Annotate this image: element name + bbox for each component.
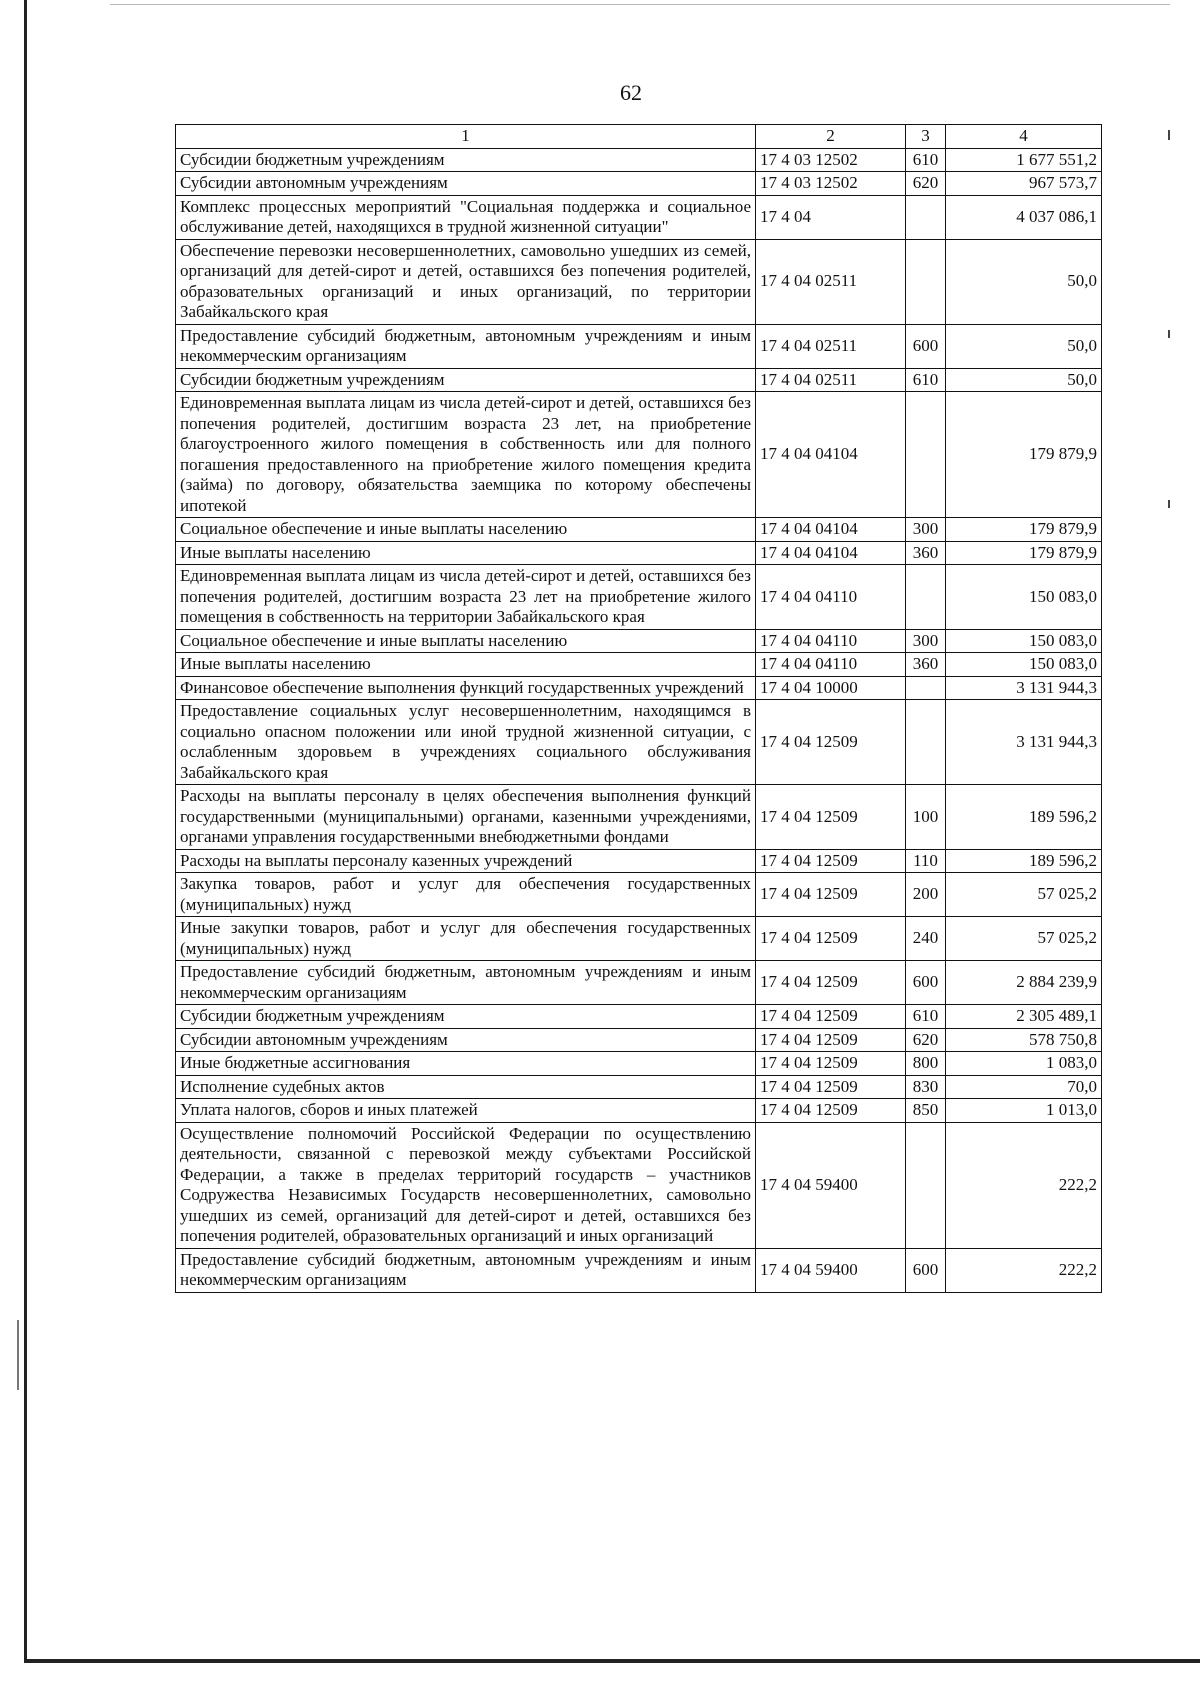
row-name: Субсидии бюджетным учреждениям xyxy=(176,368,756,392)
row-amount: 578 750,8 xyxy=(946,1028,1102,1052)
row-code: 17 4 04 12509 xyxy=(756,1075,906,1099)
row-name: Субсидии бюджетным учреждениям xyxy=(176,148,756,172)
table-row xyxy=(176,1052,1102,1076)
header-col-1: 1 xyxy=(176,125,756,149)
row-amount: 150 083,0 xyxy=(946,629,1102,653)
row-name: Закупка товаров, работ и услуг для обеспечения государственных (муниципальных) нужд xyxy=(176,873,756,917)
row-code: 17 4 04 12509 xyxy=(756,1052,906,1076)
table-row xyxy=(176,1248,1102,1292)
row-code: 17 4 04 12509 xyxy=(756,917,906,961)
row-code: 17 4 04 59400 xyxy=(756,1248,906,1292)
row-name: Предоставление субсидий бюджетным, автономным учреждениям и иным некоммерческим организациям xyxy=(176,1248,756,1292)
row-expense-type: 620 xyxy=(906,172,946,196)
row-amount: 189 596,2 xyxy=(946,849,1102,873)
row-name: Единовременная выплата лицам из числа детей-сирот и детей, оставшихся без попечения родителей, достигшим возраста 23 лет на приобретение жилого помещения в собственность на территории Забайкальского края xyxy=(176,565,756,630)
table-row xyxy=(176,676,1102,700)
table-row xyxy=(176,392,1102,518)
row-expense-type: 110 xyxy=(906,849,946,873)
row-name: Субсидии автономным учреждениям xyxy=(176,1028,756,1052)
table-row xyxy=(176,541,1102,565)
row-code: 17 4 04 04110 xyxy=(756,653,906,677)
scan-speck xyxy=(1168,330,1170,338)
row-amount: 150 083,0 xyxy=(946,653,1102,677)
row-amount: 50,0 xyxy=(946,324,1102,368)
row-name: Расходы на выплаты персоналу казенных учреждений xyxy=(176,849,756,873)
row-expense-type xyxy=(906,676,946,700)
row-amount: 4 037 086,1 xyxy=(946,195,1102,239)
row-code: 17 4 04 10000 xyxy=(756,676,906,700)
table-row xyxy=(176,324,1102,368)
row-name: Предоставление социальных услуг несовершеннолетним, находящимся в социально опасном положении или иной трудной жизненной ситуации, с ослабленным здоровьем в учреждениях социального обслуживания Забайкальского края xyxy=(176,700,756,785)
row-amount: 50,0 xyxy=(946,239,1102,324)
row-code: 17 4 04 12509 xyxy=(756,873,906,917)
table-row xyxy=(176,917,1102,961)
table-row xyxy=(176,653,1102,677)
row-expense-type: 240 xyxy=(906,917,946,961)
row-expense-type: 800 xyxy=(906,1052,946,1076)
row-code: 17 4 04 12509 xyxy=(756,849,906,873)
table-row xyxy=(176,1028,1102,1052)
table-row xyxy=(176,1075,1102,1099)
row-name: Осуществление полномочий Российской Федерации по осуществлению деятельности, связанной с перевозкой между субъектами Российской Федерации, а также в пределах территорий государств – участников Содружества Независимых Государств несовершеннолетних, самовольно ушедших из семей, организаций для детей-сирот и детей, оставшихся без попечения родителей, образовательных организаций и иных организаций xyxy=(176,1122,756,1248)
row-code: 17 4 04 02511 xyxy=(756,239,906,324)
row-expense-type: 300 xyxy=(906,518,946,542)
row-name: Обеспечение перевозки несовершеннолетних, самовольно ушедших из семей, организаций для детей-сирот и детей, оставшихся без попечения родителей, образовательных организаций и иных организаций, по территории Забайкальского края xyxy=(176,239,756,324)
row-amount: 3 131 944,3 xyxy=(946,700,1102,785)
row-code: 17 4 04 02511 xyxy=(756,368,906,392)
scan-speck xyxy=(1168,130,1170,140)
row-amount: 2 305 489,1 xyxy=(946,1005,1102,1029)
row-name: Уплата налогов, сборов и иных платежей xyxy=(176,1099,756,1123)
table-row xyxy=(176,368,1102,392)
header-row xyxy=(176,125,1102,149)
row-amount: 1 677 551,2 xyxy=(946,148,1102,172)
row-expense-type: 830 xyxy=(906,1075,946,1099)
row-amount: 179 879,9 xyxy=(946,518,1102,542)
row-code: 17 4 04 12509 xyxy=(756,1099,906,1123)
table-row xyxy=(176,629,1102,653)
row-amount: 70,0 xyxy=(946,1075,1102,1099)
row-amount: 150 083,0 xyxy=(946,565,1102,630)
table-row xyxy=(176,565,1102,630)
table-row xyxy=(176,239,1102,324)
row-amount: 1 013,0 xyxy=(946,1099,1102,1123)
row-amount: 222,2 xyxy=(946,1122,1102,1248)
header-col-4: 4 xyxy=(946,125,1102,149)
row-expense-type xyxy=(906,565,946,630)
header-col-3: 3 xyxy=(906,125,946,149)
row-name: Предоставление субсидий бюджетным, автономным учреждениям и иным некоммерческим организациям xyxy=(176,961,756,1005)
scan-speck xyxy=(1168,500,1170,508)
table-row xyxy=(176,172,1102,196)
row-amount: 57 025,2 xyxy=(946,873,1102,917)
row-expense-type xyxy=(906,239,946,324)
row-expense-type: 300 xyxy=(906,629,946,653)
table-row xyxy=(176,785,1102,850)
row-code: 17 4 04 04110 xyxy=(756,629,906,653)
row-amount: 222,2 xyxy=(946,1248,1102,1292)
scan-speck xyxy=(17,1320,19,1390)
row-expense-type: 600 xyxy=(906,324,946,368)
row-expense-type xyxy=(906,392,946,518)
row-expense-type: 610 xyxy=(906,148,946,172)
table-body xyxy=(176,148,1102,1292)
row-name: Иные выплаты населению xyxy=(176,541,756,565)
scan-bottom-edge xyxy=(24,1659,1200,1663)
row-expense-type: 360 xyxy=(906,653,946,677)
row-expense-type: 610 xyxy=(906,368,946,392)
row-code: 17 4 04 12509 xyxy=(756,1005,906,1029)
row-expense-type: 600 xyxy=(906,961,946,1005)
row-name: Социальное обеспечение и иные выплаты населению xyxy=(176,518,756,542)
row-expense-type: 850 xyxy=(906,1099,946,1123)
budget-table xyxy=(175,124,1102,1293)
row-code: 17 4 04 04104 xyxy=(756,392,906,518)
row-code: 17 4 04 02511 xyxy=(756,324,906,368)
row-code: 17 4 03 12502 xyxy=(756,148,906,172)
row-name: Единовременная выплата лицам из числа детей-сирот и детей, оставшихся без попечения родителей, достигшим возраста 23 лет, на приобретение благоустроенного жилого помещения в собственность или для полного погашения предоставленного на приобретение жилого помещения кредита (займа) по договору, обязательства заемщика по которому обеспечены ипотекой xyxy=(176,392,756,518)
row-expense-type: 360 xyxy=(906,541,946,565)
row-name: Иные бюджетные ассигнования xyxy=(176,1052,756,1076)
row-code: 17 4 04 xyxy=(756,195,906,239)
row-expense-type: 620 xyxy=(906,1028,946,1052)
header-col-2: 2 xyxy=(756,125,906,149)
row-name: Предоставление субсидий бюджетным, автономным учреждениям и иным некоммерческим организациям xyxy=(176,324,756,368)
row-amount: 967 573,7 xyxy=(946,172,1102,196)
table-row xyxy=(176,518,1102,542)
row-expense-type: 200 xyxy=(906,873,946,917)
row-code: 17 4 04 59400 xyxy=(756,1122,906,1248)
row-expense-type: 600 xyxy=(906,1248,946,1292)
row-expense-type xyxy=(906,195,946,239)
row-amount: 57 025,2 xyxy=(946,917,1102,961)
row-name: Иные закупки товаров, работ и услуг для обеспечения государственных (муниципальных) нужд xyxy=(176,917,756,961)
table-row xyxy=(176,148,1102,172)
row-amount: 179 879,9 xyxy=(946,541,1102,565)
row-name: Расходы на выплаты персоналу в целях обеспечения выполнения функций государственными (муниципальными) органами, казенными учреждениями, органами управления государственными внебюджетными фондами xyxy=(176,785,756,850)
row-amount: 50,0 xyxy=(946,368,1102,392)
table-row xyxy=(176,849,1102,873)
row-expense-type: 610 xyxy=(906,1005,946,1029)
row-expense-type xyxy=(906,1122,946,1248)
row-amount: 189 596,2 xyxy=(946,785,1102,850)
table-row xyxy=(176,700,1102,785)
row-amount: 3 131 944,3 xyxy=(946,676,1102,700)
row-name: Субсидии автономным учреждениям xyxy=(176,172,756,196)
row-expense-type xyxy=(906,700,946,785)
table-row xyxy=(176,961,1102,1005)
row-amount: 1 083,0 xyxy=(946,1052,1102,1076)
row-code: 17 4 04 04104 xyxy=(756,518,906,542)
row-code: 17 4 04 12509 xyxy=(756,785,906,850)
table-row xyxy=(176,1122,1102,1248)
row-amount: 2 884 239,9 xyxy=(946,961,1102,1005)
page-number: 62 xyxy=(620,80,642,105)
scan-top-edge xyxy=(110,4,1170,5)
row-code: 17 4 04 12509 xyxy=(756,961,906,1005)
row-name: Комплекс процессных мероприятий "Социальная поддержка и социальное обслуживание детей, находящихся в трудной жизненной ситуации" xyxy=(176,195,756,239)
table-row xyxy=(176,1099,1102,1123)
row-name: Социальное обеспечение и иные выплаты населению xyxy=(176,629,756,653)
row-name: Исполнение судебных актов xyxy=(176,1075,756,1099)
row-expense-type: 100 xyxy=(906,785,946,850)
row-name: Финансовое обеспечение выполнения функций государственных учреждений xyxy=(176,676,756,700)
table-row xyxy=(176,1005,1102,1029)
row-code: 17 4 04 04110 xyxy=(756,565,906,630)
row-code: 17 4 03 12502 xyxy=(756,172,906,196)
table-row xyxy=(176,195,1102,239)
row-name: Иные выплаты населению xyxy=(176,653,756,677)
row-name: Субсидии бюджетным учреждениям xyxy=(176,1005,756,1029)
row-code: 17 4 04 12509 xyxy=(756,700,906,785)
row-code: 17 4 04 04104 xyxy=(756,541,906,565)
row-code: 17 4 04 12509 xyxy=(756,1028,906,1052)
row-amount: 179 879,9 xyxy=(946,392,1102,518)
scan-left-edge xyxy=(24,0,27,1662)
table-row xyxy=(176,873,1102,917)
